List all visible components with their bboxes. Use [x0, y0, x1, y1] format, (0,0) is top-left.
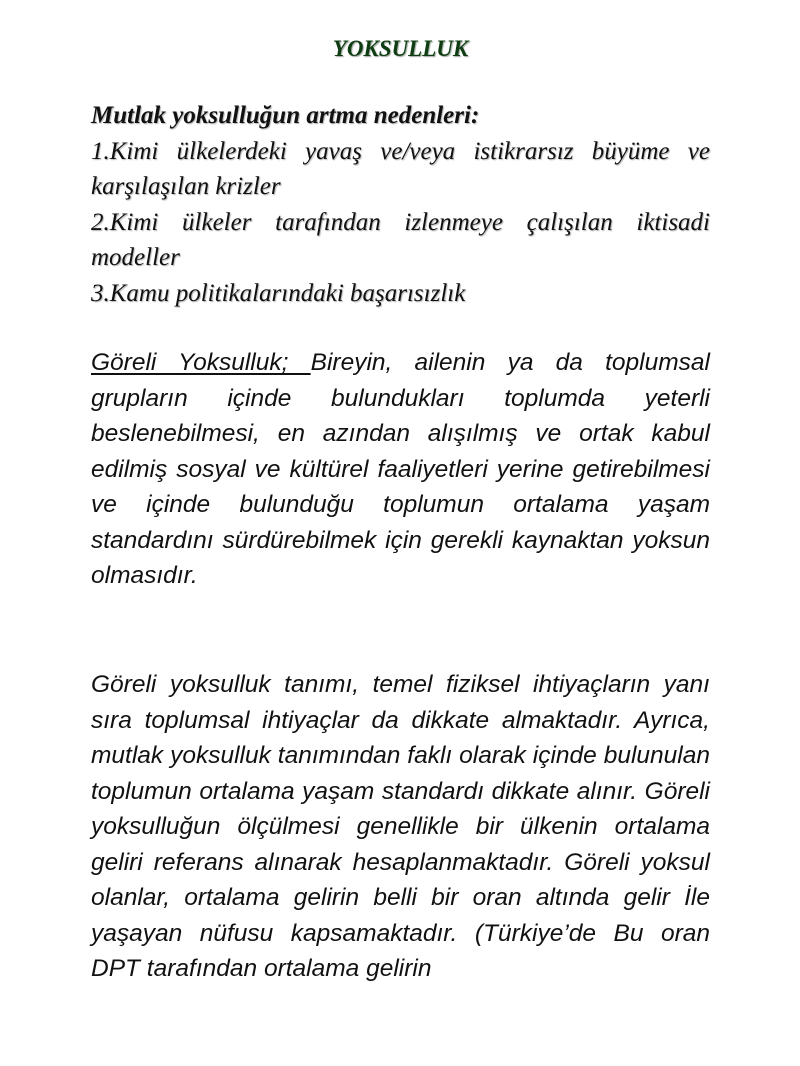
definition-text: Bireyin, ailenin ya da toplumsal grupların içinde bulundukları toplumda yeterli beslenebilmesi, en azından alışılmış ve ortak kabul edilmiş sosyal ve kültürel faaliyetleri yerine getirebilmesi ve içinde bulunduğu toplumun ortalama yaşam standardını sürdürebilmek için gerekli kaynaktan yoksun olmasıdır. — [91, 349, 710, 589]
relative-poverty-paragraph: Göreli yoksulluk tanımı, temel fiziksel ihtiyaçların yanı sıra toplumsal ihtiyaçlar da dikkate almaktadır. Ayrıca, mutlak yoksulluk tanımından faklı olarak içinde bulunulan toplumun ortalama yaşam standardı dikkate alınır. Göreli yoksulluğun ölçülmesi genellikle bir ülkenin ortalama geliri referans alınarak hesaplanmaktadır. Göreli yoksul olanlar, ortalama gelirin belli bir oran altında gelir İle yaşayan nüfusu kapsamaktadır. (Türkiye’de Bu oran DPT tarafından ortalama gelirin — [91, 671, 710, 982]
absolute-poverty-section — [91, 98, 710, 311]
defined-term: Göreli Yoksulluk; — [91, 349, 311, 376]
page-title: YOKSULLUK — [332, 36, 469, 61]
section-heading: Mutlak yoksulluğun artma nedenleri: — [91, 102, 480, 129]
list-item: 2.Kimi ülkeler tarafından izlenmeye çalışılan iktisadi modeller — [91, 208, 710, 271]
list-item: 1.Kimi ülkelerdeki yavaş ve/veya istikrarsız büyüme ve karşılaşılan krizler — [91, 137, 710, 200]
list-item: 3.Kamu politikalarındaki başarısızlık — [91, 279, 466, 307]
relative-poverty-definition — [91, 345, 710, 594]
